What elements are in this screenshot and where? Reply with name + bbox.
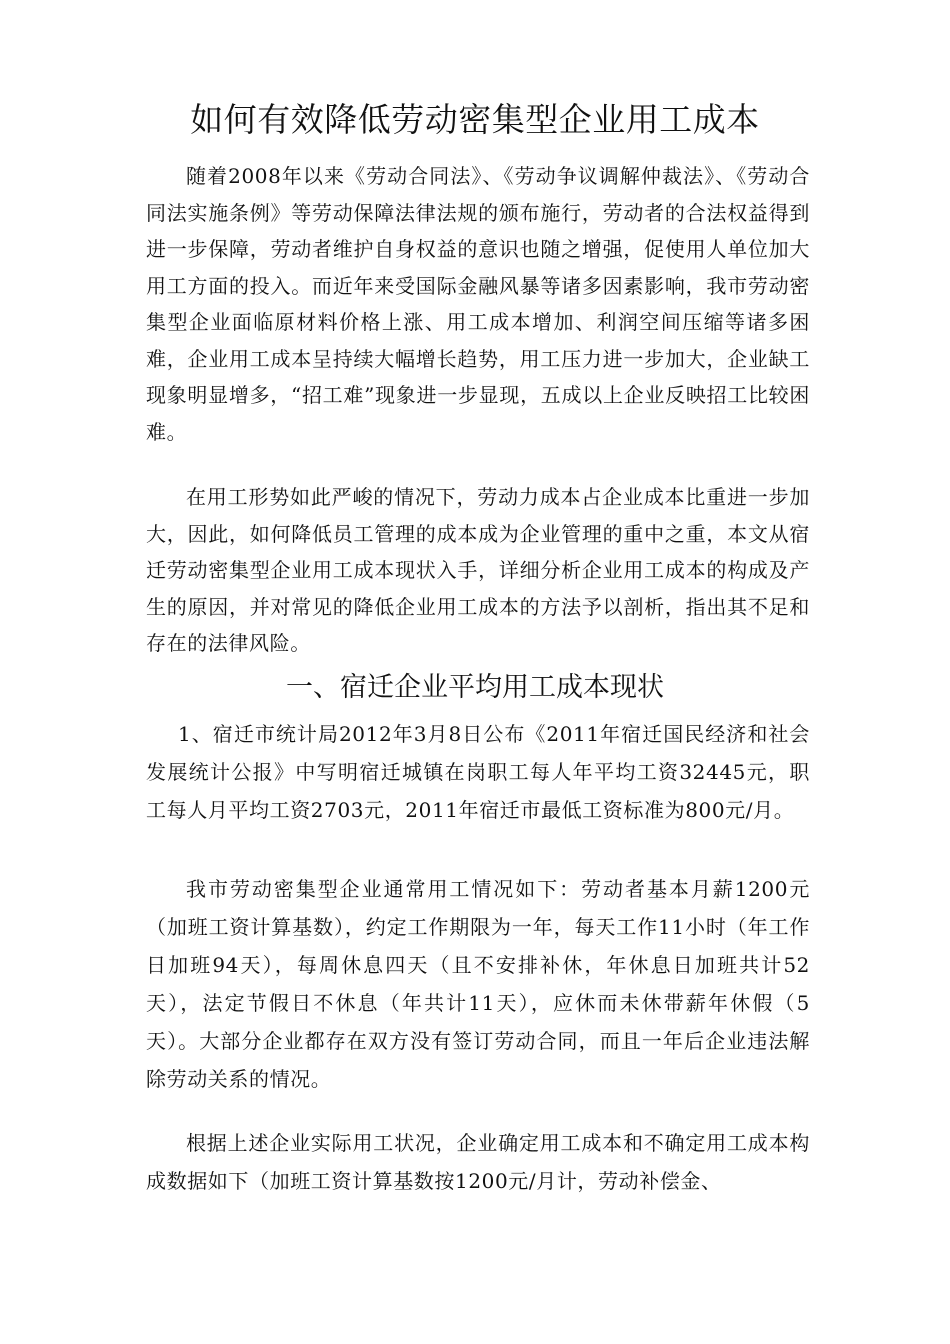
intro-paragraph-1: 随着2008年以来《劳动合同法》、《劳动争议调解仲裁法》、《劳动合同法实施条例》等劳动保障法律法规的颁布施行，劳动者的合法权益得到进一步保障，劳动者维护自身权益的意识也随之增强，促使用人单位加大用工方面的投入。而近年来受国际金融风暴等诸多因素影响，我市劳动密集型企业面临原材料价格上涨、用工成本增加、利润空间压缩等诸多困难，企业用工成本呈持续大幅增长趋势，用工压力进一步加大，企业缺工现象明显增多，“招工难”现象进一步显现，五成以上企业反映招工比较困难。 [146, 164, 810, 444]
document-title: 如何有效降低劳动密集型企业用工成本 [190, 100, 760, 139]
intro-paragraph-2: 在用工形势如此严峻的情况下，劳动力成本占企业成本比重进一步加大，因此，如何降低员工管理的成本成为企业管理的重中之重，本文从宿迁劳动密集型企业用工成本现状入手，详细分析企业用工成本的构成及产生的原因，并对常见的降低企业用工成本的方法予以剖析，指出其不足和存在的法律风险。 [146, 485, 810, 655]
section-1-paragraph-3: 根据上述企业实际用工状况，企业确定用工成本和不确定用工成本构成数据如下（加班工资计算基数按1200元/月计，劳动补偿金、 [146, 1131, 810, 1193]
section-1-paragraph-2: 我市劳动密集型企业通常用工情况如下：劳动者基本月薪1200元（加班工资计算基数），约定工作期限为一年，每天工作11小时（年工作日加班94天），每周休息四天（且不安排补休，年休息日加班共计52天），法定节假日不休息（年共计11天），应休而未休带薪年休假（5天）。大部分企业都存在双方没有签订劳动合同，而且一年后企业违法解除劳动关系的情况。 [146, 877, 810, 1091]
section-1-paragraph-1: 1、宿迁市统计局2012年3月8日公布《2011年宿迁国民经济和社会发展统计公报》中写明宿迁城镇在岗职工每人年平均工资32445元，职工每人月平均工资2703元，2011年宿迁市最低工资标准为800元/月。 [146, 722, 810, 822]
section-1-heading: 一、宿迁企业平均用工成本现状 [286, 672, 664, 703]
